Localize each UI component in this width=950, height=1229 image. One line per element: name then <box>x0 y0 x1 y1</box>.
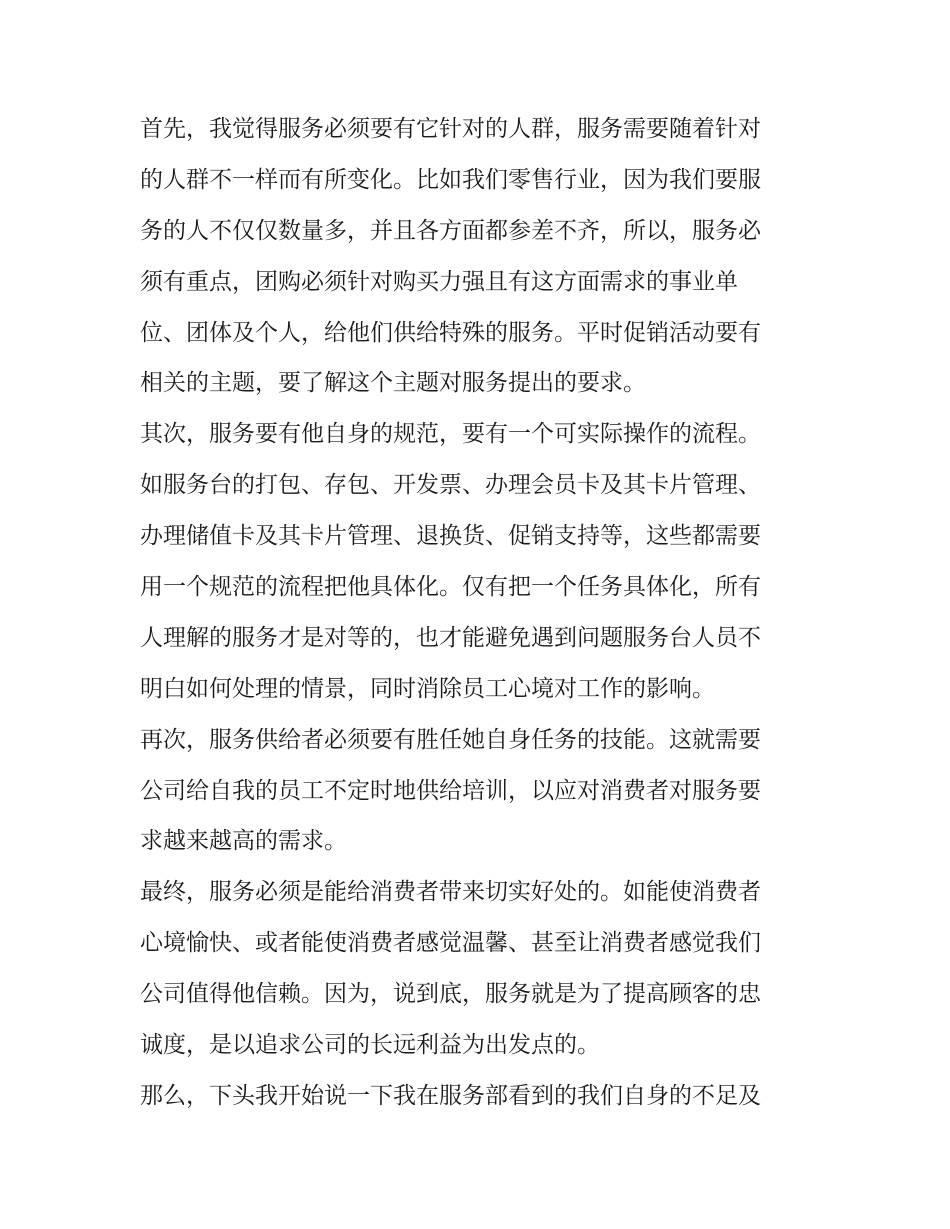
text-line: 再次，服务供给者必须要有胜任她自身任务的技能。这就需要 <box>140 726 761 753</box>
text-line: 位、团体及个人，给他们供给特殊的服务。平时促销活动要有 <box>140 319 761 346</box>
text-line: 公司给自我的员工不定时地供给培训，以应对消费者对服务要 <box>140 777 761 804</box>
text-line: 如服务台的打包、存包、开发票、办理会员卡及其卡片管理、 <box>140 472 761 499</box>
text-line: 公司值得他信赖。因为，说到底，服务就是为了提高顾客的忠 <box>140 981 761 1008</box>
body-text <box>140 104 820 1122</box>
text-line: 明白如何处理的情景，同时消除员工心境对工作的影响。 <box>140 675 715 702</box>
text-line: 诚度，是以追求公司的长远利益为出发点的。 <box>140 1032 600 1059</box>
text-line: 求越来越高的需求。 <box>140 828 347 855</box>
text-line: 人理解的服务才是对等的，也才能避免遇到问题服务台人员不 <box>140 624 761 651</box>
text-line: 那么，下头我开始说一下我在服务部看到的我们自身的不足及 <box>140 1082 761 1109</box>
text-line: 的人群不一样而有所变化。比如我们零售行业，因为我们要服 <box>140 166 761 193</box>
text-line: 最终，服务必须是能给消费者带来切实好处的。如能使消费者 <box>140 879 761 906</box>
text-line: 务的人不仅仅数量多，并且各方面都参差不齐，所以，服务必 <box>140 217 761 244</box>
text-line: 首先，我觉得服务必须要有它针对的人群，服务需要随着针对 <box>140 116 761 142</box>
text-line: 用一个规范的流程把他具体化。仅有把一个任务具体化，所有 <box>140 574 761 601</box>
text-line: 相关的主题，要了解这个主题对服务提出的要求。 <box>140 370 646 397</box>
text-line: 办理储值卡及其卡片管理、退换货、促销支持等，这些都需要 <box>140 523 761 550</box>
text-line: 其次，服务要有他自身的规范，要有一个可实际操作的流程。 <box>140 421 761 448</box>
text-line: 心境愉快、或者能使消费者感觉温馨、甚至让消费者感觉我们 <box>140 930 761 957</box>
text-line: 须有重点，团购必须针对购买力强且有这方面需求的事业单 <box>140 268 738 295</box>
